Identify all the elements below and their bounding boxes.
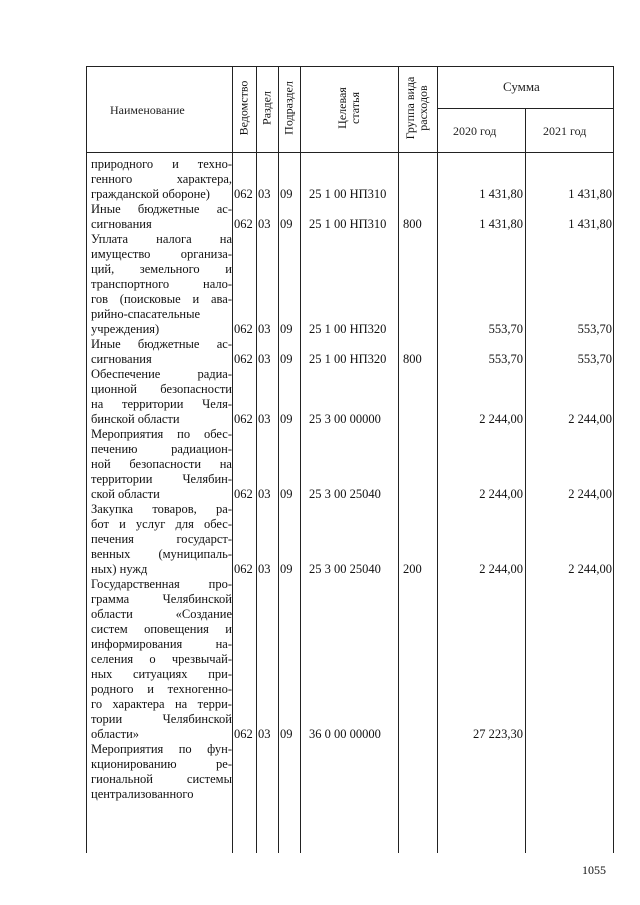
row-name-line: области «Создание <box>91 607 232 621</box>
row-name-line: Обеспечение радиа- <box>91 367 232 381</box>
row-name <box>91 742 232 802</box>
row-name-line: ционной безопасности <box>91 382 232 396</box>
row-name-line: гиональной системы <box>91 772 232 786</box>
cell-razdel: 03 <box>258 727 271 741</box>
row-name-line: бот и услуг для обес- <box>91 517 232 531</box>
row-name-line: грамма Челябинской <box>91 592 232 606</box>
row-name-line: имущество организа- <box>91 247 232 261</box>
cell-podrazdel: 09 <box>280 217 293 231</box>
cell-podrazdel: 09 <box>280 412 293 426</box>
cell-sum-2021: 1 431,80 <box>568 187 612 201</box>
row-name-line: информирования на- <box>91 637 232 651</box>
row-name-line: тории Челябинской <box>91 712 232 726</box>
cell-sum-2021: 1 431,80 <box>568 217 612 231</box>
table-top-border <box>86 66 613 67</box>
cell-podrazdel: 09 <box>280 322 293 336</box>
cell-razdel: 03 <box>258 487 271 501</box>
row-name <box>91 232 232 337</box>
header-vedomstvo: Ведомство <box>236 80 251 136</box>
row-name-line: на территории Челя- <box>91 397 232 411</box>
row-name-line: Уплата налога на <box>91 232 232 246</box>
cell-razdel: 03 <box>258 562 271 576</box>
row-name-line: сигнования <box>91 217 152 231</box>
row-name-line: транспортного нало- <box>91 277 232 291</box>
cell-sum-2021: 2 244,00 <box>568 562 612 576</box>
cell-sum-2020: 2 244,00 <box>479 412 523 426</box>
cell-vedomstvo: 062 <box>234 412 253 426</box>
row-name-line: гов (поисковые и ава- <box>91 292 232 306</box>
cell-celevaya-statya: 36 0 00 00000 <box>309 727 381 741</box>
row-name <box>91 427 232 502</box>
header-year-2021: 2021 год <box>543 124 587 138</box>
row-name-line: централизованного <box>91 787 194 801</box>
row-name-line: систем оповещения и <box>91 622 232 636</box>
cell-razdel: 03 <box>258 412 271 426</box>
col-divider-cs <box>398 66 399 853</box>
cell-razdel: 03 <box>258 322 271 336</box>
row-name <box>91 157 232 202</box>
col-divider-razd <box>278 66 279 853</box>
row-name-line: кционированию ре- <box>91 757 232 771</box>
row-name-line: печения государст- <box>91 532 232 546</box>
cell-sum-2020: 1 431,80 <box>479 217 523 231</box>
row-name-line: Иные бюджетные ас- <box>91 337 232 351</box>
cell-celevaya-statya: 25 3 00 25040 <box>309 562 381 576</box>
row-name-line: Закупка товаров, ра- <box>91 502 232 516</box>
row-name-line: ций, земельного и <box>91 262 232 276</box>
row-name <box>91 202 232 232</box>
row-name-line: печению радиацион- <box>91 442 232 456</box>
row-name-line: Иные бюджетные ас- <box>91 202 232 216</box>
cell-vedomstvo: 062 <box>234 727 253 741</box>
cell-podrazdel: 09 <box>280 727 293 741</box>
row-name-line: природного и техно- <box>91 157 232 171</box>
row-name-line: рийно-спасательные <box>91 307 201 321</box>
cell-sum-2021: 553,70 <box>577 322 612 336</box>
cell-sum-2020: 2 244,00 <box>479 562 523 576</box>
cell-vedomstvo: 062 <box>234 352 253 366</box>
row-name-line: области» <box>91 727 140 741</box>
row-name-line: генного характера, <box>91 172 232 186</box>
col-divider-2020 <box>525 108 526 853</box>
row-name-line: венных (муниципаль- <box>91 547 232 561</box>
table-left-border <box>86 66 87 853</box>
cell-sum-2020: 2 244,00 <box>479 487 523 501</box>
cell-podrazdel: 09 <box>280 187 293 201</box>
cell-razdel: 03 <box>258 217 271 231</box>
header-razdel: Раздел <box>259 91 274 125</box>
cell-podrazdel: 09 <box>280 352 293 366</box>
row-name-line: территории Челябин- <box>91 472 232 486</box>
row-name-line: Государственная про- <box>91 577 232 591</box>
cell-vedomstvo: 062 <box>234 187 253 201</box>
row-name-line: ных) нужд <box>91 562 148 576</box>
cell-vedomstvo: 062 <box>234 487 253 501</box>
row-name-line: го характера на терри- <box>91 697 232 711</box>
col-divider-podr <box>300 66 301 853</box>
cell-razdel: 03 <box>258 187 271 201</box>
header-celevaya-statya: Целевая статья <box>335 87 362 129</box>
cell-celevaya-statya: 25 1 00 НП310 <box>309 187 387 201</box>
row-name-line: родного и техногенно- <box>91 682 232 696</box>
header-gruppa-vida: Группа вида расходов <box>403 76 430 140</box>
row-name-line: Мероприятия по обес- <box>91 427 232 441</box>
cell-razdel: 03 <box>258 352 271 366</box>
row-name <box>91 367 232 427</box>
cell-sum-2020: 553,70 <box>488 322 523 336</box>
row-name-line: селения о чрезвычай- <box>91 652 232 666</box>
cell-celevaya-statya: 25 3 00 25040 <box>309 487 381 501</box>
cell-gruppa-vida: 200 <box>403 562 422 576</box>
row-name <box>91 577 232 742</box>
cell-sum-2020: 27 223,30 <box>473 727 523 741</box>
row-name-line: ной безопасности на <box>91 457 232 471</box>
row-name-line: бинской области <box>91 412 180 426</box>
cell-gruppa-vida: 800 <box>403 217 422 231</box>
cell-celevaya-statya: 25 1 00 НП320 <box>309 322 387 336</box>
header-name: Наименование <box>110 103 185 117</box>
cell-sum-2021: 553,70 <box>577 352 612 366</box>
col-divider-ved <box>256 66 257 853</box>
cell-vedomstvo: 062 <box>234 562 253 576</box>
col-divider-name <box>232 66 233 853</box>
row-name-line: гражданской обороне) <box>91 187 210 201</box>
cell-vedomstvo: 062 <box>234 217 253 231</box>
col-divider-vr <box>437 66 438 853</box>
cell-celevaya-statya: 25 3 00 00000 <box>309 412 381 426</box>
row-name-line: ской области <box>91 487 160 501</box>
header-summa: Сумма <box>503 79 540 94</box>
cell-vedomstvo: 062 <box>234 322 253 336</box>
cell-podrazdel: 09 <box>280 562 293 576</box>
row-name-line: ных ситуациях при- <box>91 667 232 681</box>
row-name <box>91 502 232 577</box>
cell-sum-2021: 2 244,00 <box>568 487 612 501</box>
header-year-2020: 2020 год <box>453 124 497 138</box>
table-right-border <box>613 66 614 853</box>
cell-celevaya-statya: 25 1 00 НП310 <box>309 217 387 231</box>
cell-sum-2021: 2 244,00 <box>568 412 612 426</box>
page-number: 1055 <box>582 863 606 877</box>
row-name-line: учреждения) <box>91 322 160 336</box>
header-bottom-border <box>86 152 613 153</box>
cell-podrazdel: 09 <box>280 487 293 501</box>
header-podrazdel: Подраздел <box>281 81 296 135</box>
row-name-line: Мероприятия по фун- <box>91 742 232 756</box>
cell-sum-2020: 1 431,80 <box>479 187 523 201</box>
row-name <box>91 337 232 367</box>
cell-sum-2020: 553,70 <box>488 352 523 366</box>
row-name-line: сигнования <box>91 352 152 366</box>
cell-gruppa-vida: 800 <box>403 352 422 366</box>
cell-celevaya-statya: 25 1 00 НП320 <box>309 352 387 366</box>
